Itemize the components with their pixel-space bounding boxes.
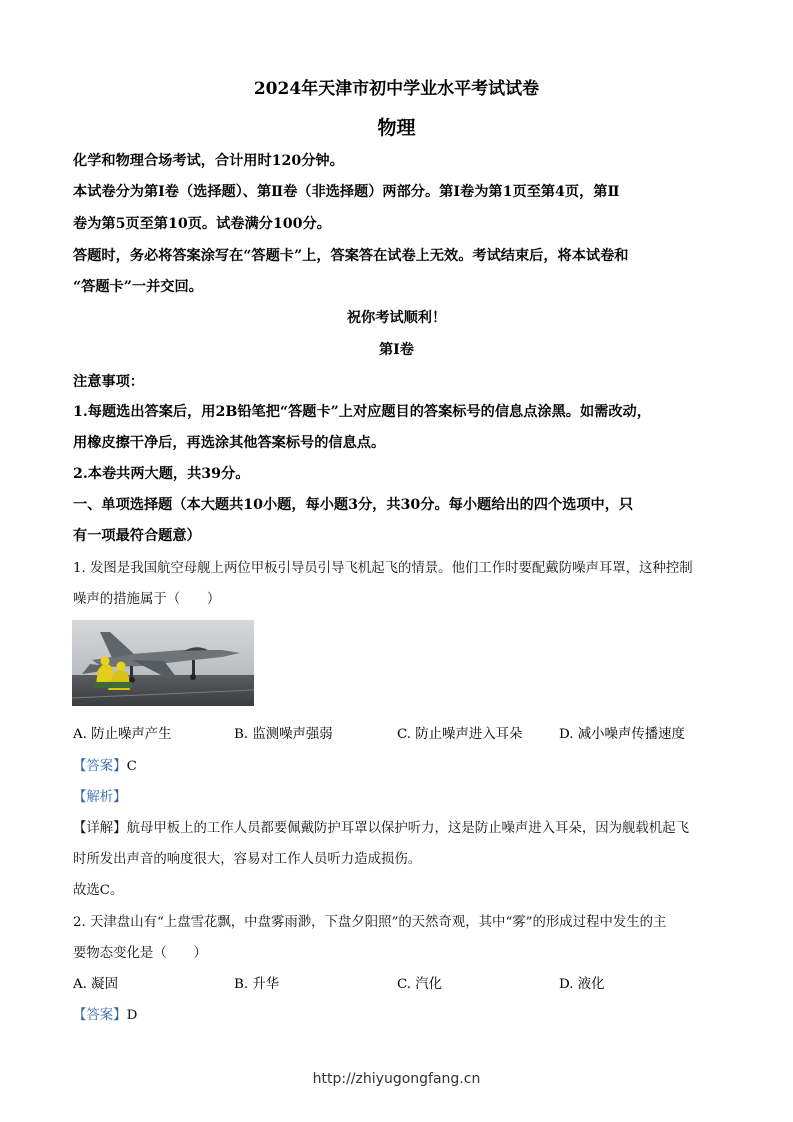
exam-title: 2024年天津市初中学业水平考试试卷 bbox=[253, 79, 540, 99]
q1-detail-2: 时所发出声音的响度很大，容易对工作人员听力造成损伤。 bbox=[73, 852, 422, 867]
volume-heading: 第Ⅰ卷 bbox=[378, 342, 414, 358]
answer-tag: 【答案】 bbox=[73, 1008, 127, 1023]
notes-heading: 注意事项： bbox=[73, 374, 144, 390]
note-2: 2.本卷共两大题，共39分。 bbox=[73, 466, 250, 482]
q1-option-b: B. 监测噪声强弱 bbox=[234, 727, 333, 742]
q2-answer bbox=[73, 1004, 137, 1023]
q1-analysis-tag: 【解析】 bbox=[73, 790, 127, 805]
carrier-jet-photo bbox=[72, 620, 254, 706]
q1-detail-1 bbox=[73, 817, 689, 836]
detail-tag: 【详解】 bbox=[73, 821, 127, 836]
section-1-heading: 一、单项选择题（本大题共10小题，每小题3分，共30分。每小题给出的四个选项中，只 bbox=[73, 497, 634, 513]
q2-option-a: A. 凝固 bbox=[73, 977, 118, 992]
q1-stem-1: 1. 发图是我国航空母舰上两位甲板引导员引导飞机起飞的情景。他们工作时要配戴防噪声耳罩，这种控制 bbox=[73, 561, 693, 576]
q2-option-b: B. 升华 bbox=[234, 977, 280, 992]
answer-value: C bbox=[126, 759, 137, 774]
q2-stem-1: 2. 天津盘山有“上盘雪花飘，中盘雾雨渺，下盘夕阳照”的天然奇观，其中“雾”的形成过程中发生的主 bbox=[73, 915, 667, 930]
q1-option-d: D. 减小噪声传播速度 bbox=[559, 727, 685, 742]
note-1b: 用橡皮擦干净后，再选涂其他答案标号的信息点。 bbox=[73, 435, 386, 451]
q2-option-d: D. 液化 bbox=[559, 977, 605, 992]
q1-option-c: C. 防止噪声进入耳朵 bbox=[397, 727, 523, 742]
intro-line-2: 本试卷分为第Ⅰ卷（选择题）、第Ⅱ卷（非选择题）两部分。第Ⅰ卷为第1页至第4页，第Ⅱ bbox=[73, 184, 620, 200]
q2-stem-2: 要物态变化是（ ） bbox=[73, 946, 207, 961]
intro-line-4: 答题时，务必将答案涂写在“答题卡”上，答案答在试卷上无效。考试结束后，将本试卷和 bbox=[73, 248, 629, 264]
intro-line-3: 卷为第5页至第10页。试卷满分100分。 bbox=[73, 216, 331, 232]
detail-text: 航母甲板上的工作人员都要佩戴防护耳罩以保护听力，这是防止噪声进入耳朵，因为舰载机起飞 bbox=[126, 821, 689, 836]
q1-option-a: A. 防止噪声产生 bbox=[73, 727, 172, 742]
q2-option-c: C. 汽化 bbox=[397, 977, 443, 992]
answer-tag: 【答案】 bbox=[73, 759, 127, 774]
q1-conclusion: 故选C。 bbox=[73, 883, 124, 898]
note-1a: 1.每题选出答案后，用2B铅笔把“答题卡”上对应题目的答案标号的信息点涂黑。如需改动， bbox=[73, 404, 651, 420]
intro-line-5: “答题卡”一并交回。 bbox=[73, 279, 203, 295]
section-1-heading-cont: 有一项最符合题意） bbox=[73, 528, 201, 544]
footer-url[interactable]: http://zhiyugongfang.cn bbox=[312, 1071, 481, 1087]
wish-text: 祝你考试顺利！ bbox=[346, 310, 447, 326]
intro-line-1: 化学和物理合场考试，合计用时120分钟。 bbox=[73, 153, 344, 169]
subject-title: 物理 bbox=[377, 117, 416, 139]
q1-stem-2: 噪声的措施属于（ ） bbox=[73, 592, 221, 607]
answer-value: D bbox=[126, 1008, 138, 1023]
q1-answer bbox=[73, 755, 137, 774]
